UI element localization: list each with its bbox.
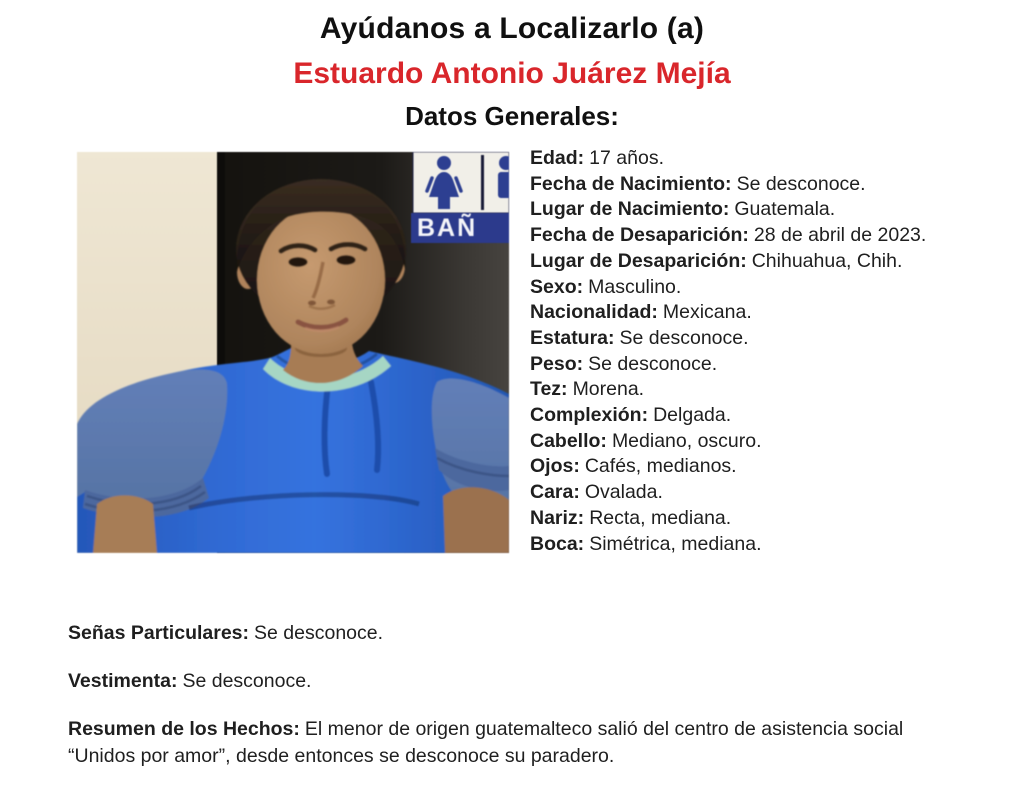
detail-row xyxy=(530,223,926,249)
missing-person-name: Estuardo Antonio Juárez Mejía xyxy=(293,57,731,90)
detail-label: Peso: xyxy=(530,352,584,375)
detail-label: Edad: xyxy=(530,147,585,169)
detail-value: Se desconoce. xyxy=(588,352,718,375)
detail-row xyxy=(530,275,926,301)
detail-label: Nacionalidad: xyxy=(530,301,658,324)
detail-label: Nariz: xyxy=(530,506,585,529)
detail-value: Se desconoce. xyxy=(736,172,866,195)
detail-row xyxy=(530,532,926,558)
detail-row xyxy=(530,249,926,275)
left-eye xyxy=(289,257,308,267)
left-forearm xyxy=(93,495,157,553)
detail-row xyxy=(530,197,926,223)
detail-value: 28 de abril de 2023. xyxy=(753,224,927,247)
missing-person-photo xyxy=(77,152,509,553)
detail-row xyxy=(530,352,926,378)
detail-label: Lugar de Nacimiento: xyxy=(530,198,730,221)
detail-value: Chihuahua, Chih. xyxy=(751,249,903,272)
detail-row xyxy=(530,429,926,455)
detail-label: Sexo: xyxy=(530,275,584,298)
note-label: Señas Particulares: xyxy=(68,622,250,644)
note-row xyxy=(68,668,952,695)
drawstring-left xyxy=(324,384,328,474)
detail-value: Mediano, oscuro. xyxy=(611,429,762,452)
right-forearm xyxy=(443,487,509,553)
restroom-sign xyxy=(411,152,509,243)
details-list xyxy=(530,146,926,557)
detail-value: Se desconoce. xyxy=(619,326,749,349)
detail-row xyxy=(530,377,926,403)
detail-row xyxy=(530,454,926,480)
detail-label: Tez: xyxy=(530,378,568,401)
detail-row xyxy=(530,480,926,506)
detail-value: Recta, mediana. xyxy=(589,506,732,529)
detail-value: Mexicana. xyxy=(662,301,752,324)
detail-label: Fecha de Desaparición: xyxy=(530,224,749,247)
note-row xyxy=(68,620,952,647)
detail-value: Ovalada. xyxy=(584,481,663,504)
sign-divider xyxy=(481,155,484,210)
detail-value: Delgada. xyxy=(653,404,732,427)
detail-value: Morena. xyxy=(572,378,645,401)
section-heading: Datos Generales: xyxy=(405,101,619,131)
note-value: Se desconoce. xyxy=(182,670,312,692)
detail-label: Lugar de Desaparición: xyxy=(530,249,747,272)
detail-value: Cafés, medianos. xyxy=(584,455,737,478)
page-title: Ayúdanos a Localizarlo (a) xyxy=(319,12,705,45)
note-label: Vestimenta: xyxy=(68,670,178,692)
detail-value: Masculino. xyxy=(588,275,682,298)
detail-label: Ojos: xyxy=(530,455,580,478)
detail-label: Fecha de Nacimiento: xyxy=(530,172,732,195)
note-row xyxy=(68,716,952,770)
detail-label: Cabello: xyxy=(530,429,607,452)
detail-value: Guatemala. xyxy=(734,198,836,221)
detail-label: Complexión: xyxy=(530,404,649,427)
detail-label: Estatura: xyxy=(530,326,615,349)
detail-label: Cara: xyxy=(530,481,580,504)
detail-row xyxy=(530,326,926,352)
detail-value: 17 años. xyxy=(589,147,664,169)
detail-row xyxy=(530,172,926,198)
detail-row xyxy=(530,506,926,532)
detail-label: Boca: xyxy=(530,532,585,555)
photo-illustration xyxy=(77,152,509,553)
detail-row xyxy=(530,300,926,326)
detail-row xyxy=(530,146,926,172)
sign-label: BAÑ xyxy=(417,214,478,242)
detail-value: Simétrica, mediana. xyxy=(589,532,762,555)
note-value: Se desconoce. xyxy=(254,622,384,644)
notes-section xyxy=(68,620,952,791)
male-restroom-icon-partial xyxy=(498,156,509,198)
right-eye xyxy=(337,255,356,265)
detail-row xyxy=(530,403,926,429)
note-value: El menor de origen guatemalteco salió del centro de asistencia social “Unidos por amor”, desde entonces se desconoce su paradero. xyxy=(68,718,904,767)
note-label: Resumen de los Hechos: xyxy=(68,718,300,740)
